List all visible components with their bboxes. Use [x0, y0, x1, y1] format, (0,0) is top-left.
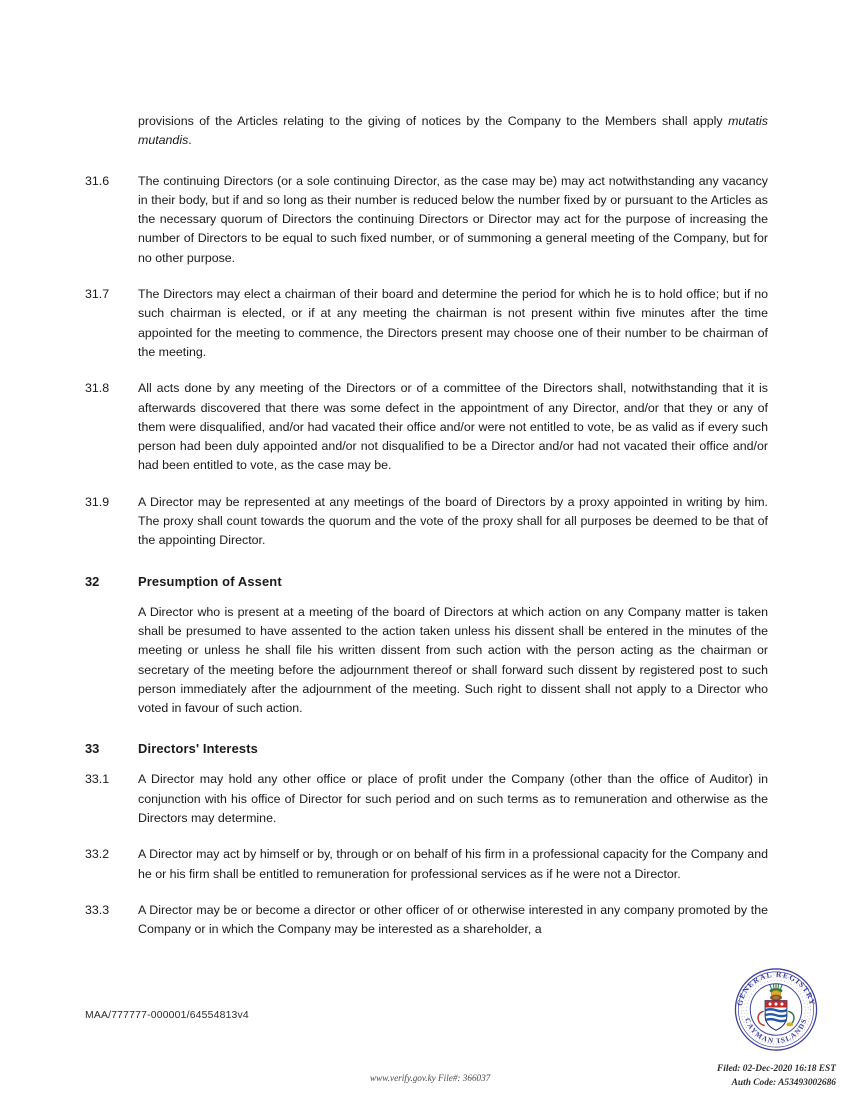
clause-31-7 [85, 285, 768, 362]
filed-timestamp: Filed: 02-Dec-2020 16:18 EST [717, 1064, 836, 1074]
clause-text: A Director may act by himself or by, through or on behalf of his firm in a professional capacity for the Company and he or his firm shall be entitled to remuneration for professional services as if he were not a Director. [138, 847, 768, 881]
clause-text: All acts done by any meeting of the Directors or of a committee of the Directors shall, notwithstanding that it is afterwards discovered that there was some defect in the appointment of any Director, and/or that they or any of them were disqualified, and/or had vacated their office and/or were not entitled to vote, be as valid as if every such person had been duly appointed and/or not disqualified to be a Director and/or had not vacated their office and/or had been entitled to vote, as the case may be. [138, 381, 768, 473]
section-32-text: A Director who is present at a meeting of the board of Directors at which action on any Company matter is taken shall be presumed to have assented to the action taken unless his dissent shall be entered in the minutes of the meeting or unless he shall file his written dissent from such action with the person acting as the chairman or secretary of the meeting before the adjournment thereof or shall forward such dissent by registered post to such person immediately after the adjournment of the meeting. Such right to dissent shall not apply to a Director who voted in favour of such action. [138, 604, 768, 716]
clause-number: 33.1 [85, 772, 110, 787]
section-heading-33 [85, 739, 768, 758]
clause-number: 31.7 [85, 287, 110, 302]
verify-line: www.verify.gov.ky File#: 366037 [370, 1073, 491, 1083]
document-body [85, 112, 768, 957]
continuation-text [138, 112, 768, 151]
clause-number: 33.3 [85, 902, 110, 917]
clause-33-3 [85, 901, 768, 940]
clause-31-6 [85, 172, 768, 268]
clause-31-8 [85, 379, 768, 475]
section-title: Directors' Interests [138, 741, 258, 757]
section-32-paragraph [85, 603, 768, 719]
clause-number: 33.2 [85, 847, 110, 862]
seal-top-text: GENERAL REGISTRY [734, 969, 818, 1007]
clause-text: A Director may be represented at any meetings of the board of Directors by a proxy appointed in writing by him. The proxy shall count towards the quorum and the vote of the proxy shall for all purposes be deemed to be that of the appointing Director. [138, 494, 768, 548]
section-number: 33 [85, 741, 100, 757]
continuation-text-after: . [188, 133, 192, 148]
auth-code: Auth Code: A53493002686 [731, 1078, 836, 1088]
clause-number: 31.9 [85, 494, 110, 509]
document-reference: MAA/777777-000001/64554813v4 [85, 1010, 249, 1021]
continuation-text-before: provisions of the Articles relating to the giving of notices by the Company to the Members shall apply [138, 114, 729, 128]
clause-text: A Director may be or become a director or other officer of or otherwise interested in any company promoted by the Company or in which the Company may be interested as a shareholder, a [138, 902, 768, 937]
clause-33-1 [85, 770, 768, 828]
coat-of-arms-icon [758, 984, 794, 1031]
clause-33-2 [85, 845, 768, 884]
seal-bottom-text: CAYMAN ISLANDS [743, 1016, 809, 1046]
clause-number: 31.6 [85, 173, 110, 188]
continuation-text-italic: mutatis mutandis [138, 114, 768, 148]
general-registry-seal-icon [726, 962, 826, 1056]
continuation-paragraph [85, 112, 768, 151]
filing-details [717, 1062, 836, 1090]
clause-31-9 [85, 493, 768, 551]
clause-text: A Director may hold any other office or place of profit under the Company (other than the office of Auditor) in conjunction with his office of Director for such period and on such terms as to remuneration and otherwise as the Directors may determine. [138, 772, 768, 826]
section-heading-32 [85, 572, 768, 591]
section-number: 32 [85, 573, 100, 589]
clause-text: The Directors may elect a chairman of their board and determine the period for which he is to hold office; but if no such chairman is elected, or if at any meeting the chairman is not present within five minutes after the time appointed for the meeting to commence, the Directors present may choose one of their number to be chairman of the meeting. [138, 287, 768, 359]
clause-text: The continuing Directors (or a sole continuing Director, as the case may be) may act notwithstanding any vacancy in their body, but if and so long as their number is reduced below the number fixed by or pursuant to the Articles as the necessary quorum of Directors the continuing Directors or Director may act for the purpose of increasing the number of Directors to be equal to such fixed number, or of summoning a general meeting of the Company, but for no other purpose. [138, 173, 768, 265]
section-title: Presumption of Assent [138, 573, 282, 589]
clause-number: 31.8 [85, 381, 110, 396]
